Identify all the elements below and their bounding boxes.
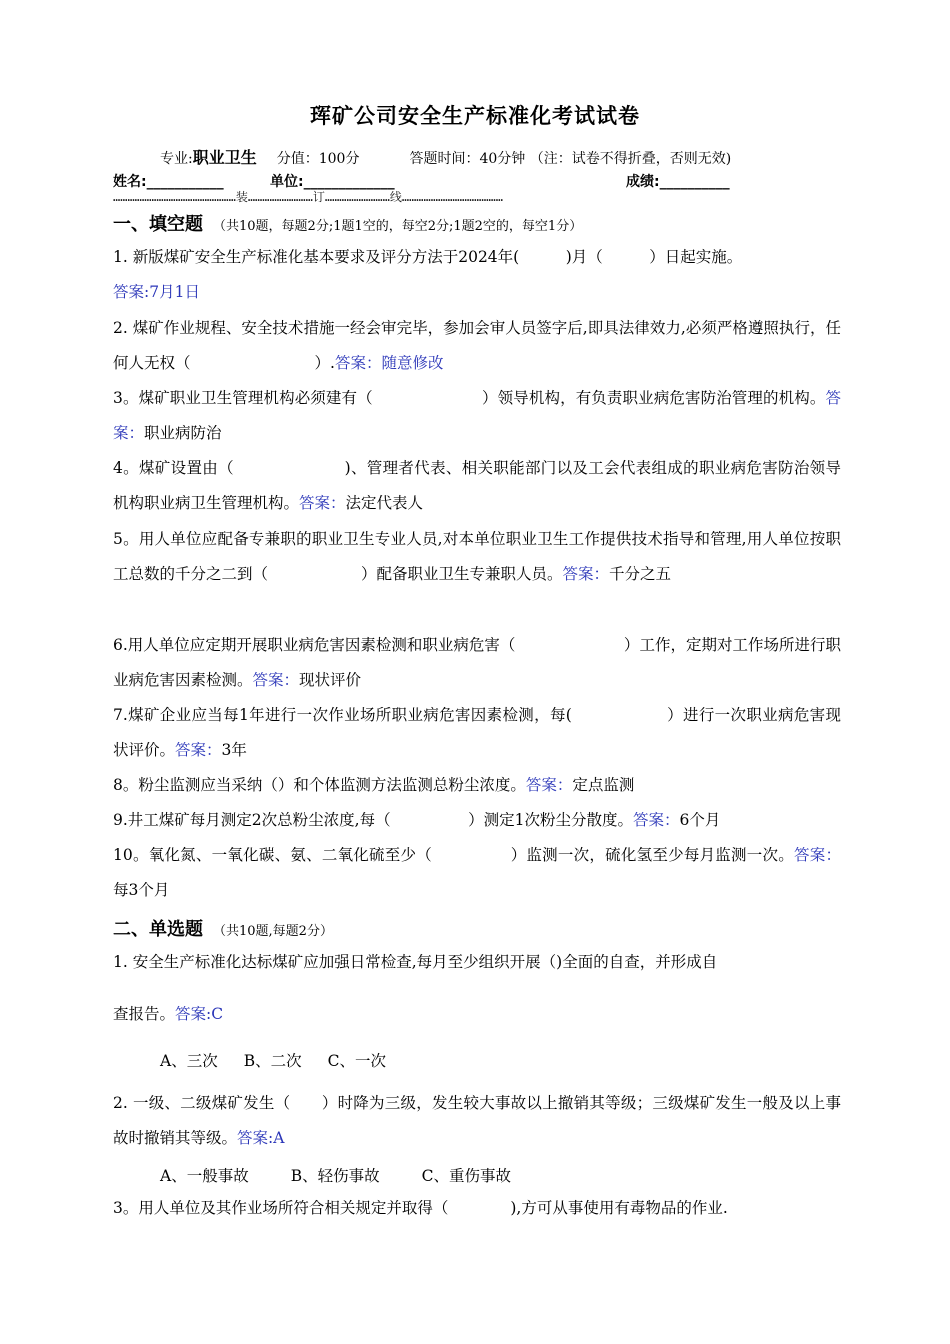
answer-value: 定点监测 bbox=[572, 776, 635, 794]
option-a: A、三次 bbox=[160, 1052, 218, 1070]
answer-label: 答案:7月1日 bbox=[113, 283, 200, 301]
section-title: 二、单选题 bbox=[113, 919, 203, 940]
answer-label: 答案： bbox=[525, 776, 573, 794]
question-text: 10。氧化氮、一氧化碳、氨、二氧化硫至少（ ）监测一次，硫化氢至少每月监测一次。 bbox=[113, 846, 794, 864]
option-b: B、轻伤事故 bbox=[290, 1167, 380, 1185]
answer-label: 答案： bbox=[299, 494, 346, 512]
answer-label: 答案:C bbox=[175, 1005, 224, 1023]
section-single-choice-heading bbox=[113, 915, 333, 941]
answer-value: 3年 bbox=[221, 741, 247, 759]
page-title: 珲矿公司安全生产标准化考试试卷 bbox=[310, 104, 640, 128]
question-4 bbox=[113, 451, 841, 521]
choice-options-1 bbox=[160, 1049, 412, 1071]
question-text: 8。粉尘监测应当采纳（）和个体监测方法监测总粉尘浓度。 bbox=[113, 776, 526, 794]
question-text: 1. 安全生产标准化达标煤矿应加强日常检查,每月至少组织开展（)全面的自查，并形成自 bbox=[113, 953, 718, 971]
question-8 bbox=[113, 768, 841, 803]
score-text: 分值：100分 bbox=[276, 151, 360, 167]
answer-value: 法定代表人 bbox=[345, 494, 424, 512]
question-10 bbox=[113, 838, 841, 908]
question-text: 7.煤矿企业应当每1年进行一次作业场所职业病危害因素检测，每( ）进行一次职业病危害现状评价。 bbox=[113, 706, 841, 759]
question-text: 6.用人单位应定期开展职业病危害因素检测和职业病危害（ ）工作，定期对工作场所进行职业病危害因素检测。 bbox=[113, 636, 841, 689]
question-text: 3。煤矿职业卫生管理机构必须建有（ ）领导机构，有负责职业病危害防治管理的机构。 bbox=[113, 389, 826, 407]
question-1 bbox=[113, 240, 841, 310]
time-text: 答题时间：40分钟 bbox=[409, 151, 526, 167]
question-3 bbox=[113, 381, 841, 451]
answer-value: 千分之五 bbox=[609, 565, 672, 583]
choice-question-2 bbox=[113, 1086, 841, 1156]
answer-label: 答案：随意修改 bbox=[334, 354, 444, 372]
binding-line: ……………………………………………装………………………订………………………线…………………………………… bbox=[113, 190, 504, 204]
question-2 bbox=[113, 311, 841, 381]
section-title: 一、填空题 bbox=[113, 214, 203, 235]
answer-label: 答案： bbox=[562, 565, 610, 583]
choice-question-3 bbox=[113, 1191, 841, 1226]
option-b: B、二次 bbox=[243, 1052, 302, 1070]
answer-label: 答案： bbox=[175, 741, 222, 759]
unit-field[interactable]: 单位:_____________ bbox=[270, 174, 395, 190]
answer-label: 答案:A bbox=[237, 1129, 285, 1147]
question-text: 1. 新版煤矿安全生产标准化基本要求及评分方法于2024年( )月（ ）日起实施。 bbox=[113, 248, 743, 266]
grade-field[interactable]: 成绩:__________ bbox=[626, 174, 730, 190]
option-a: A、一般事故 bbox=[160, 1167, 249, 1185]
answer-label: 答案： bbox=[113, 389, 841, 442]
question-5 bbox=[113, 522, 841, 592]
choice-question-1-cont bbox=[113, 997, 841, 1032]
answer-value: 每3个月 bbox=[113, 881, 170, 899]
answer-label: 答案： bbox=[632, 811, 680, 829]
question-text: 2. 煤矿作业规程、安全技术措施一经会审完毕，参加会审人员签字后,即具法律效力,必须严格遵照执行，任何人无权（ ）. bbox=[113, 319, 841, 372]
choice-question-1 bbox=[113, 945, 841, 980]
question-7 bbox=[113, 698, 841, 768]
name-field[interactable]: 姓名:___________ bbox=[113, 174, 224, 190]
section-note: （共10题，每题2分;1题1空的，每空2分;1题2空的，每空1分） bbox=[213, 219, 583, 234]
question-9 bbox=[113, 803, 841, 838]
choice-options-2 bbox=[160, 1164, 537, 1186]
option-c: C、一次 bbox=[327, 1052, 386, 1070]
major-value: 职业卫生 bbox=[192, 148, 257, 167]
question-6 bbox=[113, 628, 841, 698]
answer-value: 职业病防治 bbox=[144, 424, 222, 442]
section-fill-blank-heading bbox=[113, 210, 582, 236]
question-text: 2. 一级、二级煤矿发生（ ）时降为三级，发生较大事故以上撤销其等级；三级煤矿发生一般及以上事故时撤销其等级。 bbox=[113, 1094, 841, 1147]
exam-meta bbox=[160, 145, 731, 168]
question-text: 3。用人单位及其作业场所符合相关规定并取得（ ),方可从事使用有毒物品的作业. bbox=[113, 1199, 728, 1217]
question-text: 9.井工煤矿每月测定2次总粉尘浓度,每（ ）测定1次粉尘分散度。 bbox=[113, 811, 633, 829]
question-text: 4。煤矿设置由（ )、管理者代表、相关职能部门以及工会代表组成的职业病危害防治领导机构职业病卫生管理机构。 bbox=[113, 459, 841, 512]
answer-label: 答案： bbox=[252, 671, 300, 689]
question-text: 查报告。 bbox=[113, 1005, 176, 1023]
major-label: 专业: bbox=[160, 151, 193, 167]
option-c: C、重伤事故 bbox=[421, 1167, 511, 1185]
fold-note: （注：试卷不得折叠，否则无效) bbox=[529, 151, 732, 167]
answer-value: 6个月 bbox=[679, 811, 721, 829]
section-note: （共10题,每题2分） bbox=[213, 924, 333, 939]
answer-value: 现状评价 bbox=[299, 671, 362, 689]
question-text: 5。用人单位应配备专兼职的职业卫生专业人员,对本单位职业卫生工作提供技术指导和管理,用人单位按职工总数的千分之二到（ ）配备职业卫生专兼职人员。 bbox=[113, 530, 841, 583]
answer-label: 答案： bbox=[794, 846, 841, 864]
